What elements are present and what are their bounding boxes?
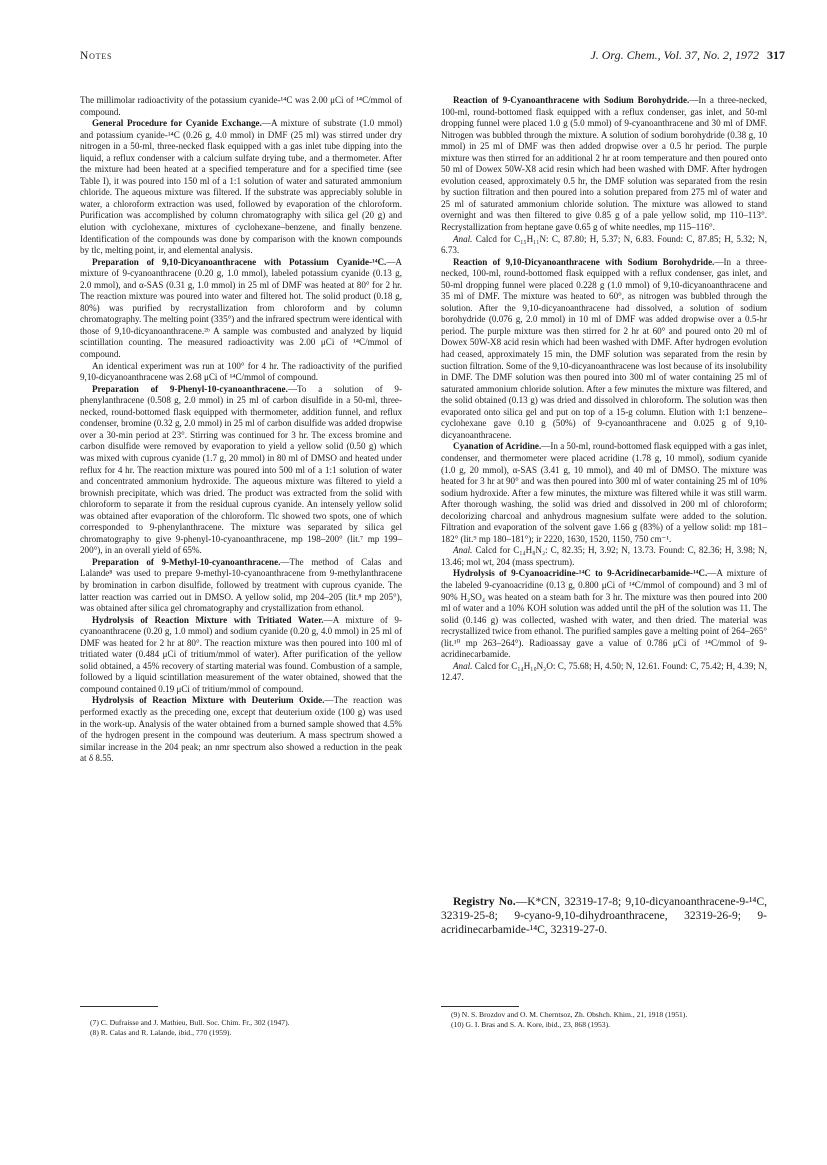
footnote: (9) N. S. Brozdov and O. M. Cherntsoz, Zh. Obshch. Khim., 21, 1918 (1951). [451,1010,688,1019]
registry-numbers [441,896,767,937]
paragraph-heading: Hydrolysis of Reaction Mixture with Tritiated Water. [92,614,324,625]
paragraph [441,661,767,684]
paragraph-text: —The method of Calas and Lalande⁸ was used to prepare 9-methyl-10-cyanoanthracene from 9-methylanthracene by bromination in carbon disulfide, followed by treatment with cuprous cyanide. The latter reaction was carried out in DMSO. A yellow solid, mp 204–205 (lit.⁸ mp 205°), was obtained after silica gel chromatography and crystallization from ethanol. [80,556,402,614]
paragraph-text: —In a three-necked, 100-ml, round-bottomed flask equipped with a reflux condenser, gas inlet, and 50-ml dropping funnel were placed 0.228 g (1.0 mmol) of 9,10-dicyanoanthracene and 35 ml of DMF. The mixture was heated to 60°, as nitrogen was bubbled through the solution. After the 9,10-dicyanoanthracene had dissolved, a solution of sodium borohydride (0.076 g, 2.0 mmol) in 10 ml of DMF was added dropwise over a 0.5-hr period. The purple mixture was then stirred for 2 hr at 60° and poured onto 20 ml of Dowex 50W-X8 acid resin which had been washed with DMF. After hydrogen evolution had ceased, approximately 15 min, the DMF solution was separated from the resin by suction filtration. Some of the 9,10-dicyanoanthracene was lost because of its insolubility in DMF. The DMF solution was then poured into 300 ml of water containing 25 ml of saturated ammonium chloride solution. After a few minutes the mixture was filtered, and the solid obtained (0.13 g) was dried and dissolved in chloroform. The solution was then evaporated onto silica gel and put on top of a 15-g column. Elution with 1:1 benzene–cyclohexane gave 0.10 g (50%) of 9-cyanoanthracene and 0.025 g of 9,10-dicyanoanthracene. [441,256,767,440]
paragraph-heading: Preparation of 9-Phenyl-10-cyanoanthracene. [92,383,288,394]
paragraph [80,257,402,361]
page-number: 317 [767,48,785,62]
paragraph [80,118,402,257]
paragraph-text: —A mixture of substrate (1.0 mmol) and potassium cyanide-¹⁴C (0.26 g, 4.0 mmol) in DMF (25 ml) was stirred under dry nitrogen in a 50-ml, three-necked flask equipped with a gas inlet tube dipping into the liquid, a reflux condenser with a calcium sulfate drying tube, and a thermometer. After the mixture had been heated at a specified temperature and for a specified time (see Table I), it was poured into 150 ml of a 1:1 solution of water and saturated ammonium chloride. The aqueous mixture was filtered. If the substrate was appreciably soluble in water, a chloroform extraction was used, followed by evaporation of the chloroform. Purification was accomplished by column chromatography with silica gel (20 g) and elution with cyclohexane, mixtures of cyclohexane–benzene, and finally benzene. Identification of the compounds was done by comparison with the known compounds by tlc, melting point, ir, and elemental analysis. [80,118,402,256]
analysis-label: Anal. [453,545,473,556]
paragraph-heading: Hydrolysis of 9-Cyanoacridine-¹⁴C to 9-Acridinecarbamide-¹⁴C. [453,568,708,579]
paragraph [80,384,402,557]
paragraph [441,95,767,234]
paragraph-text: —A mixture of 9-cyanoanthracene (0.20 g, 1.0 mmol) and sodium cyanide (0.20 g, 4.0 mmol) in 25 ml of DMF was heated for 2 hr at 80°. The reaction mixture was then poured into 100 ml of tritiated water (0.484 μCi of tritium/mmol of water). After purification of the yellow solid obtained, a 45% recovery of starting material was found. Combustion of a sample, followed by a liquid scintillation measurement of the water obtained, showed that the compound contained 0.19 μCi of tritium/mmol of compound. [80,614,402,694]
paragraph-heading: Preparation of 9-Methyl-10-cyanoanthracene. [92,556,281,567]
right-column [441,95,767,684]
left-column [80,95,402,765]
footnote-rule-left [80,1006,158,1007]
analysis-label: Anal. [453,660,473,671]
registry-label: Registry No. [453,896,516,908]
footnotes-left [80,1018,406,1037]
analysis-label: Anal. [453,233,473,244]
paragraph [441,545,767,568]
paragraph [80,695,402,764]
registry-text: —K*CN, 32319-17-8; 9,10-dicyanoanthracene-9-¹⁴C, 32319-25-8; 9-cyano-9,10-dihydroanthracene, 32319-26-9; 9-acridinecarbamide-¹⁴C, 32319-27-0. [441,896,767,936]
paragraph-text: —In a three-necked, 100-ml, round-bottomed flask equipped with a reflux condenser, gas inlet, and 50-ml dropping funnel were placed 1.0 g (5.0 mmol) of 9-cyanoanthracene and 30 ml of DMF. Nitrogen was bubbled through the mixture. A solution of sodium borohydride (0.38 g, 10 mmol) in 25 ml of DMF was then added dropwise over a 0.5 hr period. The purple mixture was then stirred for an additional 2 hr at room temperature and then poured onto 50 ml of Dowex 50W-X8 acid resin which had been washed with DMF. After hydrogen evolution ceased, approximately 0.5 hr, the DMF solution was separated from the resin by suction filtration and then poured into a solution prepared from 275 ml of water and 25 ml of saturated ammonium chloride solution. The mixture was allowed to stand overnight and was then filtered to give 0.85 g of a pale yellow solid, mp 110–113°. Recrystallization from heptane gave 0.65 g of white needles, mp 115–116°. [441,95,767,233]
paragraph [80,95,402,118]
running-head-section: Notes [80,50,113,62]
footnotes-right [441,1010,767,1029]
paragraph-text: —A mixture of 9-cyanoanthracene (0.20 g, 1.0 mmol), labeled potassium cyanide (0.13 g, 2.0 mmol), and α-SAS (0.31 g, 1.0 mmol) in 25 ml of DMF was heated at 80° for 2 hr. The reaction mixture was poured into water and filtered hot. The solid product (0.18 g, 80%) was purified by recrystallization from chloroform and by column chromatography. The melting point (335°) and the infrared spectrum were identical with those of 9,10-dicyanoanthracene.²ᵇ A sample was combusted and analyzed by liquid scintillation counting. The measured radioactivity was 2.00 μCi of ¹⁴C/mmol of compound. [80,256,402,360]
footnote: (10) G. I. Bras and S. A. Kore, ibid., 23, 868 (1953). [451,1019,611,1029]
paragraph-text: —The reaction was performed exactly as the preceding one, except that deuterium oxide (100 g) was used in the work-up. Analysis of the water obtained from a burned sample showed that 4.5% of the hydrogen present in the compound was deuterium. A mass spectrum showed a similar increase in the 204 peak; an nmr spectrum also showed a reduction in the peak at δ 8.55. [80,695,402,764]
paragraph [441,441,767,545]
paragraph-text: —In a 50-ml, round-bottomed flask equipped with a gas inlet, condenser, and thermometer were placed acridine (1.78 g, 10 mmol), sodium cyanide (1.0 g, 20 mmol), α-SAS (3.41 g, 10 mmol), and 40 ml of DMSO. The mixture was heated for 3 hr at 90° and was then poured into 300 ml of water containing 25 ml of 10% sodium hydroxide. After a few minutes, the mixture was filtered while it was still warm. After thorough washing, the solid was dried and dissolved in 200 ml of chloroform; decolorizing charcoal and anhydrous magnesium sulfate were added to the solution. Filtration and evaporation of the solvent gave 1.66 g (83%) of a yellow solid: mp 181–182° (lit.⁹ mp 180–181°); ir 2220, 1630, 1520, 1150, 750 cm⁻¹. [441,441,767,544]
footnote: (7) C. Dufraisse and J. Mathieu, Bull. Soc. Chim. Fr., 302 (1947). [90,1018,290,1027]
paragraph [441,568,767,660]
paragraph-heading: Hydrolysis of Reaction Mixture with Deuterium Oxide. [92,695,325,706]
paragraph-heading: Reaction of 9-Cyanoanthracene with Sodium Borohydride. [453,95,690,105]
paragraph-text: Calcd for C₁₄H₁₀N₂O: C, 75.68; H, 4.50; N, 12.61. Found: C, 75.42; H, 4.39; N, 12.47. [441,660,767,683]
paragraph-heading: Cyanation of Acridine. [453,441,542,452]
paragraph [441,257,767,442]
paragraph-text: Calcd for C₁₅H₁₁N: C, 87.80; H, 5.37; N, 6.83. Found: C, 87.85; H, 5.32; N, 6.73. [441,233,767,256]
journal-citation: J. Org. Chem., Vol. 37, No. 2, 1972 [590,48,759,62]
paragraph-text: —A mixture of the labeled 9-cyanoacridine (0.13 g, 0.800 μCi of ¹⁴C/mmol of compound) and 3 ml of 90% H₂SO₄ was heated on a steam bath for 3 hr. The mixture was then poured into 200 ml of water and a 10% KOH solution was added until the pH of the solution was 11. The solid (0.146 g) was collected, washed with water, and then dried. The material was recrystallized twice from ethanol. The purified samples gave a melting point of 264–265° (lit.¹⁰ mp 263–264°). Radioassay gave a value of 0.786 μCi of ¹⁴C/mmol of 9-acridinecarbamide. [441,568,767,660]
paragraph [80,557,402,615]
paragraph [441,234,767,257]
running-head-journal [590,48,785,63]
paragraph-heading: Preparation of 9,10-Dicyanoanthracene with Potassium Cyanide-¹⁴C. [92,256,387,267]
paragraph [80,361,402,384]
paragraph-text: An identical experiment was run at 100° for 4 hr. The radioactivity of the purified 9,10-dicyanoanthracene was 2.68 μCi of ¹⁴C/mmol of compound. [80,360,402,383]
paragraph-text: Calcd for C₁₄H₈N₂: C, 82.35; H, 3.92; N, 13.73. Found: C, 82.36; H, 3.98; N, 13.46; mol wt, 204 (mass spectrum). [441,545,767,567]
paragraph-text: —To a solution of 9-phenylanthracene (0.508 g, 2.0 mmol) in 25 ml of carbon disulfide in a 50-ml, three-necked, round-bottomed flask equipped with thermometer, addition funnel, and reflux condenser, bromine (0.32 g, 2.0 mmol) in 25 ml of carbon disulfide was added dropwise over a 30-min period at 23°. Stirring was continued for 3 hr. The excess bromine and carbon disulfide were removed by evaporation to yield a yellow solid (0.50 g) which was mixed with cuprous cyanide (1.7 g, 20 mmol) in 80 ml of DMSO and heated under reflux for 4 hr. The reaction mixture was poured into 500 ml of a 1:1 solution of water and concentrated ammonium hydroxide. The aqueous mixture was filtered to yield a brownish precipitate, which was dried. The product was extracted from the solid with chloroform to separate it from the residual cuprous cyanide. An intensely yellow solid was obtained after evaporation of the chloroform. Tlc showed two spots, one of which corresponded to 9-phenylanthracene. The mixture was separated by silica gel chromatography to give 9-phenyl-10-cyanoanthracene, mp 198–200° (lit.⁷ mp 199–200°), in an overall yield of 65%. [80,383,402,556]
footnote: (8) R. Calas and R. Lalande, ibid., 770 (1959). [90,1027,232,1037]
paragraph-heading: General Procedure for Cyanide Exchange. [92,118,262,129]
paragraph [80,615,402,696]
paragraph-heading: Reaction of 9,10-Dicyanoanthracene with Sodium Borohydride. [453,256,715,267]
paragraph-text: The millimolar radioactivity of the potassium cyanide-¹⁴C was 2.00 μCi of ¹⁴C/mmol of compound. [80,95,402,117]
footnote-rule-right [441,1006,519,1007]
